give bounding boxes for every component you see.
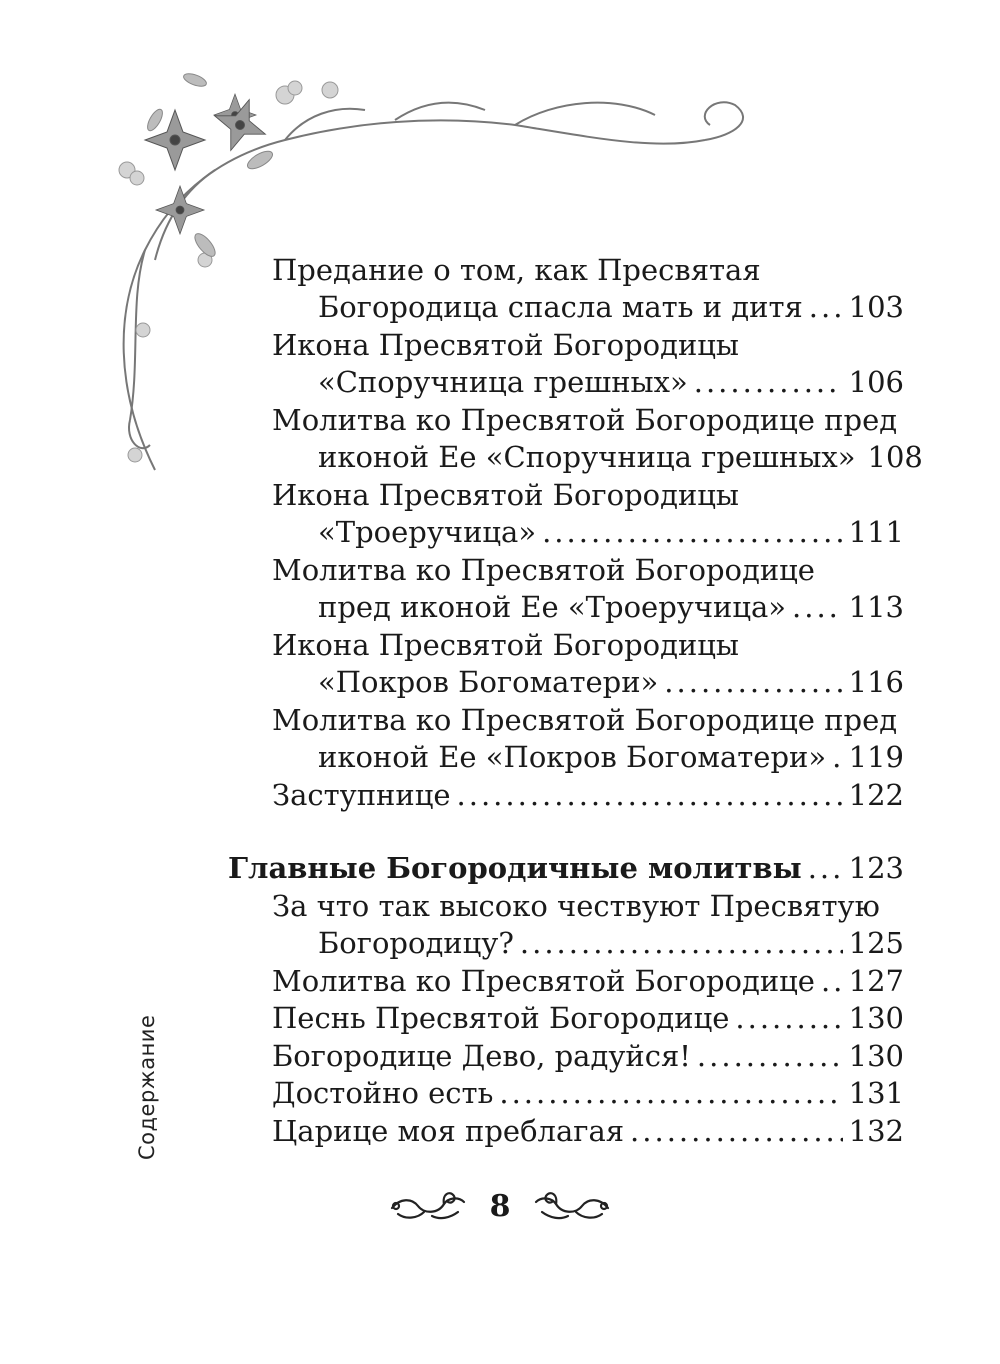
side-section-label: Содержание bbox=[135, 1014, 159, 1160]
toc-page-number: 106 bbox=[848, 365, 904, 399]
toc-page-number: 123 bbox=[848, 851, 904, 885]
toc-entry-line[interactable] bbox=[318, 438, 923, 476]
dot-leader bbox=[809, 288, 843, 326]
toc-page-number: 116 bbox=[848, 665, 904, 699]
dot-leader bbox=[542, 513, 843, 551]
toc-entry-title: иконой Ее «Споручница грешных» bbox=[318, 440, 856, 474]
toc-page-number: 125 bbox=[848, 926, 904, 960]
toc-entry-title: Молитва ко Пресвятой Богородице bbox=[272, 553, 815, 587]
toc-entry-line[interactable] bbox=[272, 776, 904, 814]
dot-leader bbox=[520, 924, 843, 962]
toc-entry-title: За что так высоко чествуют Пресвятую bbox=[272, 889, 880, 923]
toc-entry-title: Достойно есть bbox=[272, 1076, 494, 1110]
toc-entry-title: Заступнице bbox=[272, 778, 451, 812]
toc-entry-line bbox=[272, 701, 897, 739]
toc-entry-line bbox=[272, 251, 761, 289]
right-flourish-icon bbox=[532, 1188, 612, 1224]
toc-entry-title: Молитва ко Пресвятой Богородице bbox=[272, 964, 815, 998]
toc-entry-title: Богородице Дево, радуйся! bbox=[272, 1039, 691, 1073]
page-footer bbox=[0, 1188, 1000, 1232]
toc-entry-line[interactable] bbox=[272, 999, 904, 1037]
toc-entry-line[interactable] bbox=[318, 588, 904, 626]
toc-entry-line[interactable] bbox=[272, 962, 904, 1000]
toc-entry-line bbox=[272, 401, 897, 439]
toc-entry-line[interactable] bbox=[272, 1074, 904, 1112]
left-flourish-icon bbox=[388, 1188, 468, 1224]
toc-entry-line[interactable] bbox=[318, 288, 904, 326]
page-number: 8 bbox=[489, 1188, 511, 1224]
dot-leader bbox=[457, 776, 843, 814]
toc-entry-title: Молитва ко Пресвятой Богородице пред bbox=[272, 403, 898, 437]
toc-entry-line bbox=[272, 551, 815, 589]
dot-leader bbox=[694, 363, 843, 401]
dot-leader bbox=[821, 962, 843, 1000]
dot-leader bbox=[808, 849, 843, 887]
toc-section-heading[interactable] bbox=[228, 849, 904, 887]
toc-page-number: 113 bbox=[848, 590, 904, 624]
toc-entry-title: Икона Пресвятой Богородицы bbox=[272, 478, 740, 512]
toc-entry-title: Богородицу? bbox=[318, 926, 514, 960]
toc-page-number: 127 bbox=[848, 964, 904, 998]
toc-entry-line bbox=[272, 476, 739, 514]
dot-leader bbox=[832, 738, 843, 776]
toc-entry-line bbox=[272, 887, 880, 925]
toc-entry-title: Царице моя преблагая bbox=[272, 1114, 625, 1148]
dot-leader bbox=[499, 1074, 842, 1112]
toc-page-number: 131 bbox=[848, 1076, 904, 1110]
toc-entry-title: Икона Пресвятой Богородицы bbox=[272, 628, 740, 662]
toc-entry-title: Молитва ко Пресвятой Богородице пред bbox=[272, 703, 898, 737]
toc-entry-title: Предание о том, как Пресвятая bbox=[272, 253, 761, 287]
toc-entry-title: «Покров Богоматери» bbox=[318, 665, 659, 699]
dot-leader bbox=[697, 1037, 843, 1075]
dot-leader bbox=[630, 1112, 843, 1150]
toc-page-number: 111 bbox=[848, 515, 904, 549]
toc-entry-line bbox=[272, 626, 739, 664]
dot-leader bbox=[792, 588, 843, 626]
toc-entry-title: иконой Ее «Покров Богоматери» bbox=[318, 740, 827, 774]
toc-entry-title: Песнь Пресвятой Богородице bbox=[272, 1001, 730, 1035]
section-title: Главные Богородичные молитвы bbox=[228, 851, 802, 885]
toc-entry-title: «Споручница грешных» bbox=[318, 365, 688, 399]
dot-leader bbox=[735, 999, 842, 1037]
toc-entry-line[interactable] bbox=[272, 1037, 904, 1075]
toc-page-number: 130 bbox=[848, 1001, 904, 1035]
toc-entry-title: «Троеручица» bbox=[318, 515, 537, 549]
toc-page-number: 119 bbox=[848, 740, 904, 774]
toc-page-number: 108 bbox=[867, 440, 923, 474]
toc-page-number: 103 bbox=[848, 290, 904, 324]
toc-page-number: 130 bbox=[848, 1039, 904, 1073]
toc-entry-line[interactable] bbox=[318, 738, 904, 776]
toc-page-number: 122 bbox=[848, 778, 904, 812]
toc-entry-title: Икона Пресвятой Богородицы bbox=[272, 328, 740, 362]
toc-entry-line[interactable] bbox=[318, 924, 904, 962]
dot-leader bbox=[664, 663, 842, 701]
toc-entry-line[interactable] bbox=[318, 363, 904, 401]
toc-entry-title: Богородица спасла мать и дитя bbox=[318, 290, 803, 324]
toc-entry-line[interactable] bbox=[272, 1112, 904, 1150]
toc-entry-line[interactable] bbox=[318, 513, 904, 551]
toc-page-number: 132 bbox=[848, 1114, 904, 1148]
toc-entry-line bbox=[272, 326, 739, 364]
toc-entry-line[interactable] bbox=[318, 663, 904, 701]
toc-entry-title: пред иконой Ее «Троеручица» bbox=[318, 590, 787, 624]
